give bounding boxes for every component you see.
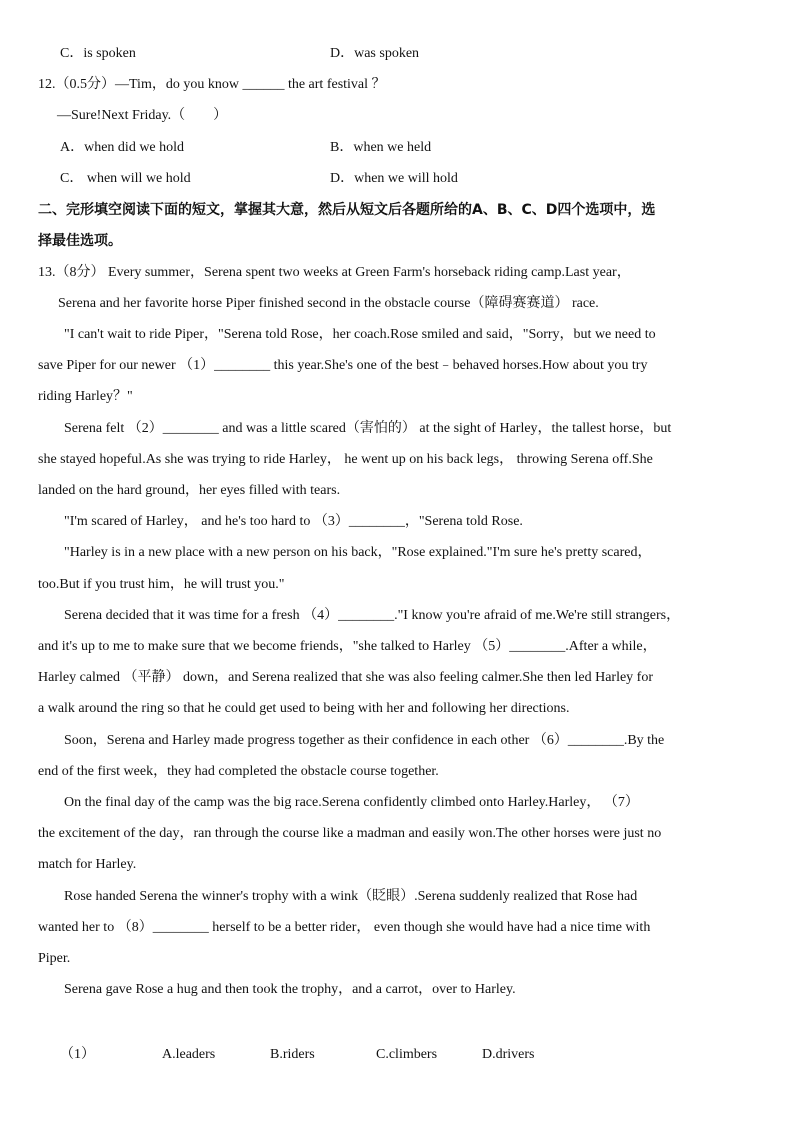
- passage-line-19: the excitement of the day，ran through the course like a madman and easily won.The other horses were just no: [38, 826, 662, 841]
- q12-option-d: D．when we will hold: [330, 171, 458, 186]
- blank1-number: （1）: [60, 1047, 95, 1062]
- passage-line-20: match for Harley.: [38, 857, 137, 872]
- passage-line-10: "Harley is in a new place with a new person on his back，"Rose explained."I'm sure he's pretty scared，: [64, 545, 652, 560]
- section-heading-line2: 择最佳选项。: [38, 233, 122, 249]
- passage-line-15: a walk around the ring so that he could get used to being with her and following her directions.: [38, 701, 570, 716]
- passage-line-24: Serena gave Rose a hug and then took the trophy，and a carrot，over to Harley.: [64, 982, 516, 997]
- passage-line-3: "I can't wait to ride Piper，"Serena told Rose，her coach.Rose smiled and said，"Sorry，but we need to: [64, 327, 656, 342]
- passage-line-17: end of the first week，they had completed the obstacle course together.: [38, 764, 439, 779]
- passage-line-7: she stayed hopeful.As she was trying to ride Harley， he went up on his back legs， throwing Serena off.She: [38, 452, 653, 467]
- passage-line-9: "I'm scared of Harley， and he's too hard to （3）________，"Serena told Rose.: [64, 514, 523, 529]
- passage-line-1: 13.（8分） Every summer，Serena spent two weeks at Green Farm's horseback riding camp.Last year，: [38, 265, 631, 280]
- q11-option-c: C．is spoken: [60, 46, 136, 61]
- blank1-option-a: A.leaders: [162, 1047, 216, 1062]
- passage-line-4: save Piper for our newer （1）________ this year.She's one of the best﹣behaved horses.How about you try: [38, 358, 648, 373]
- q12-option-a: A．when did we hold: [60, 140, 185, 155]
- section-heading-line1: 二、完形填空阅读下面的短文，掌握其大意，然后从短文后各题所给的A、B、C、D四个选项中，选: [38, 202, 656, 218]
- passage-line-12: Serena decided that it was time for a fresh （4）________."I know you're afraid of me.We're still strangers，: [64, 608, 681, 623]
- blank1-option-d: D.drivers: [482, 1047, 535, 1062]
- q12-option-b: B．when we held: [330, 140, 432, 155]
- q12-option-c: C． when will we hold: [60, 171, 191, 186]
- passage-line-23: Piper.: [38, 951, 71, 966]
- blank1-option-c: C.climbers: [376, 1047, 438, 1062]
- q12-reply: —Sure!Next Friday.（ ）: [57, 108, 228, 123]
- passage-line-13: and it's up to me to make sure that we become friends，"she talked to Harley （5）________.After a while，: [38, 639, 657, 654]
- passage-line-8: landed on the hard ground，her eyes filled with tears.: [38, 483, 341, 498]
- blank1-option-b: B.riders: [270, 1047, 315, 1062]
- passage-line-14: Harley calmed （平静） down，and Serena realized that she was also feeling calmer.She then led Harley for: [38, 670, 654, 685]
- passage-line-18: On the final day of the camp was the big race.Serena confidently climbed onto Harley.Harley， （7）: [64, 795, 639, 810]
- q12-stem: 12.（0.5分）—Tim，do you know ______ the art festival ？: [38, 77, 386, 92]
- passage-line-6: Serena felt （2）________ and was a little scared（害怕的） at the sight of Harley，the tallest horse，but: [64, 421, 672, 436]
- passage-line-22: wanted her to （8）________ herself to be a better rider， even though she would have had a nice time with: [38, 920, 651, 935]
- passage-line-16: Soon，Serena and Harley made progress together as their confidence in each other （6）________.By the: [64, 733, 665, 748]
- passage-line-21: Rose handed Serena the winner's trophy with a wink（眨眼）.Serena suddenly realized that Rose had: [64, 889, 638, 904]
- passage-line-11: too.But if you trust him，he will trust you.": [38, 577, 285, 592]
- passage-line-5: riding Harley？": [38, 389, 133, 404]
- q11-option-d: D．was spoken: [330, 46, 420, 61]
- passage-line-2: Serena and her favorite horse Piper finished second in the obstacle course（障碍赛赛道） race.: [58, 296, 599, 311]
